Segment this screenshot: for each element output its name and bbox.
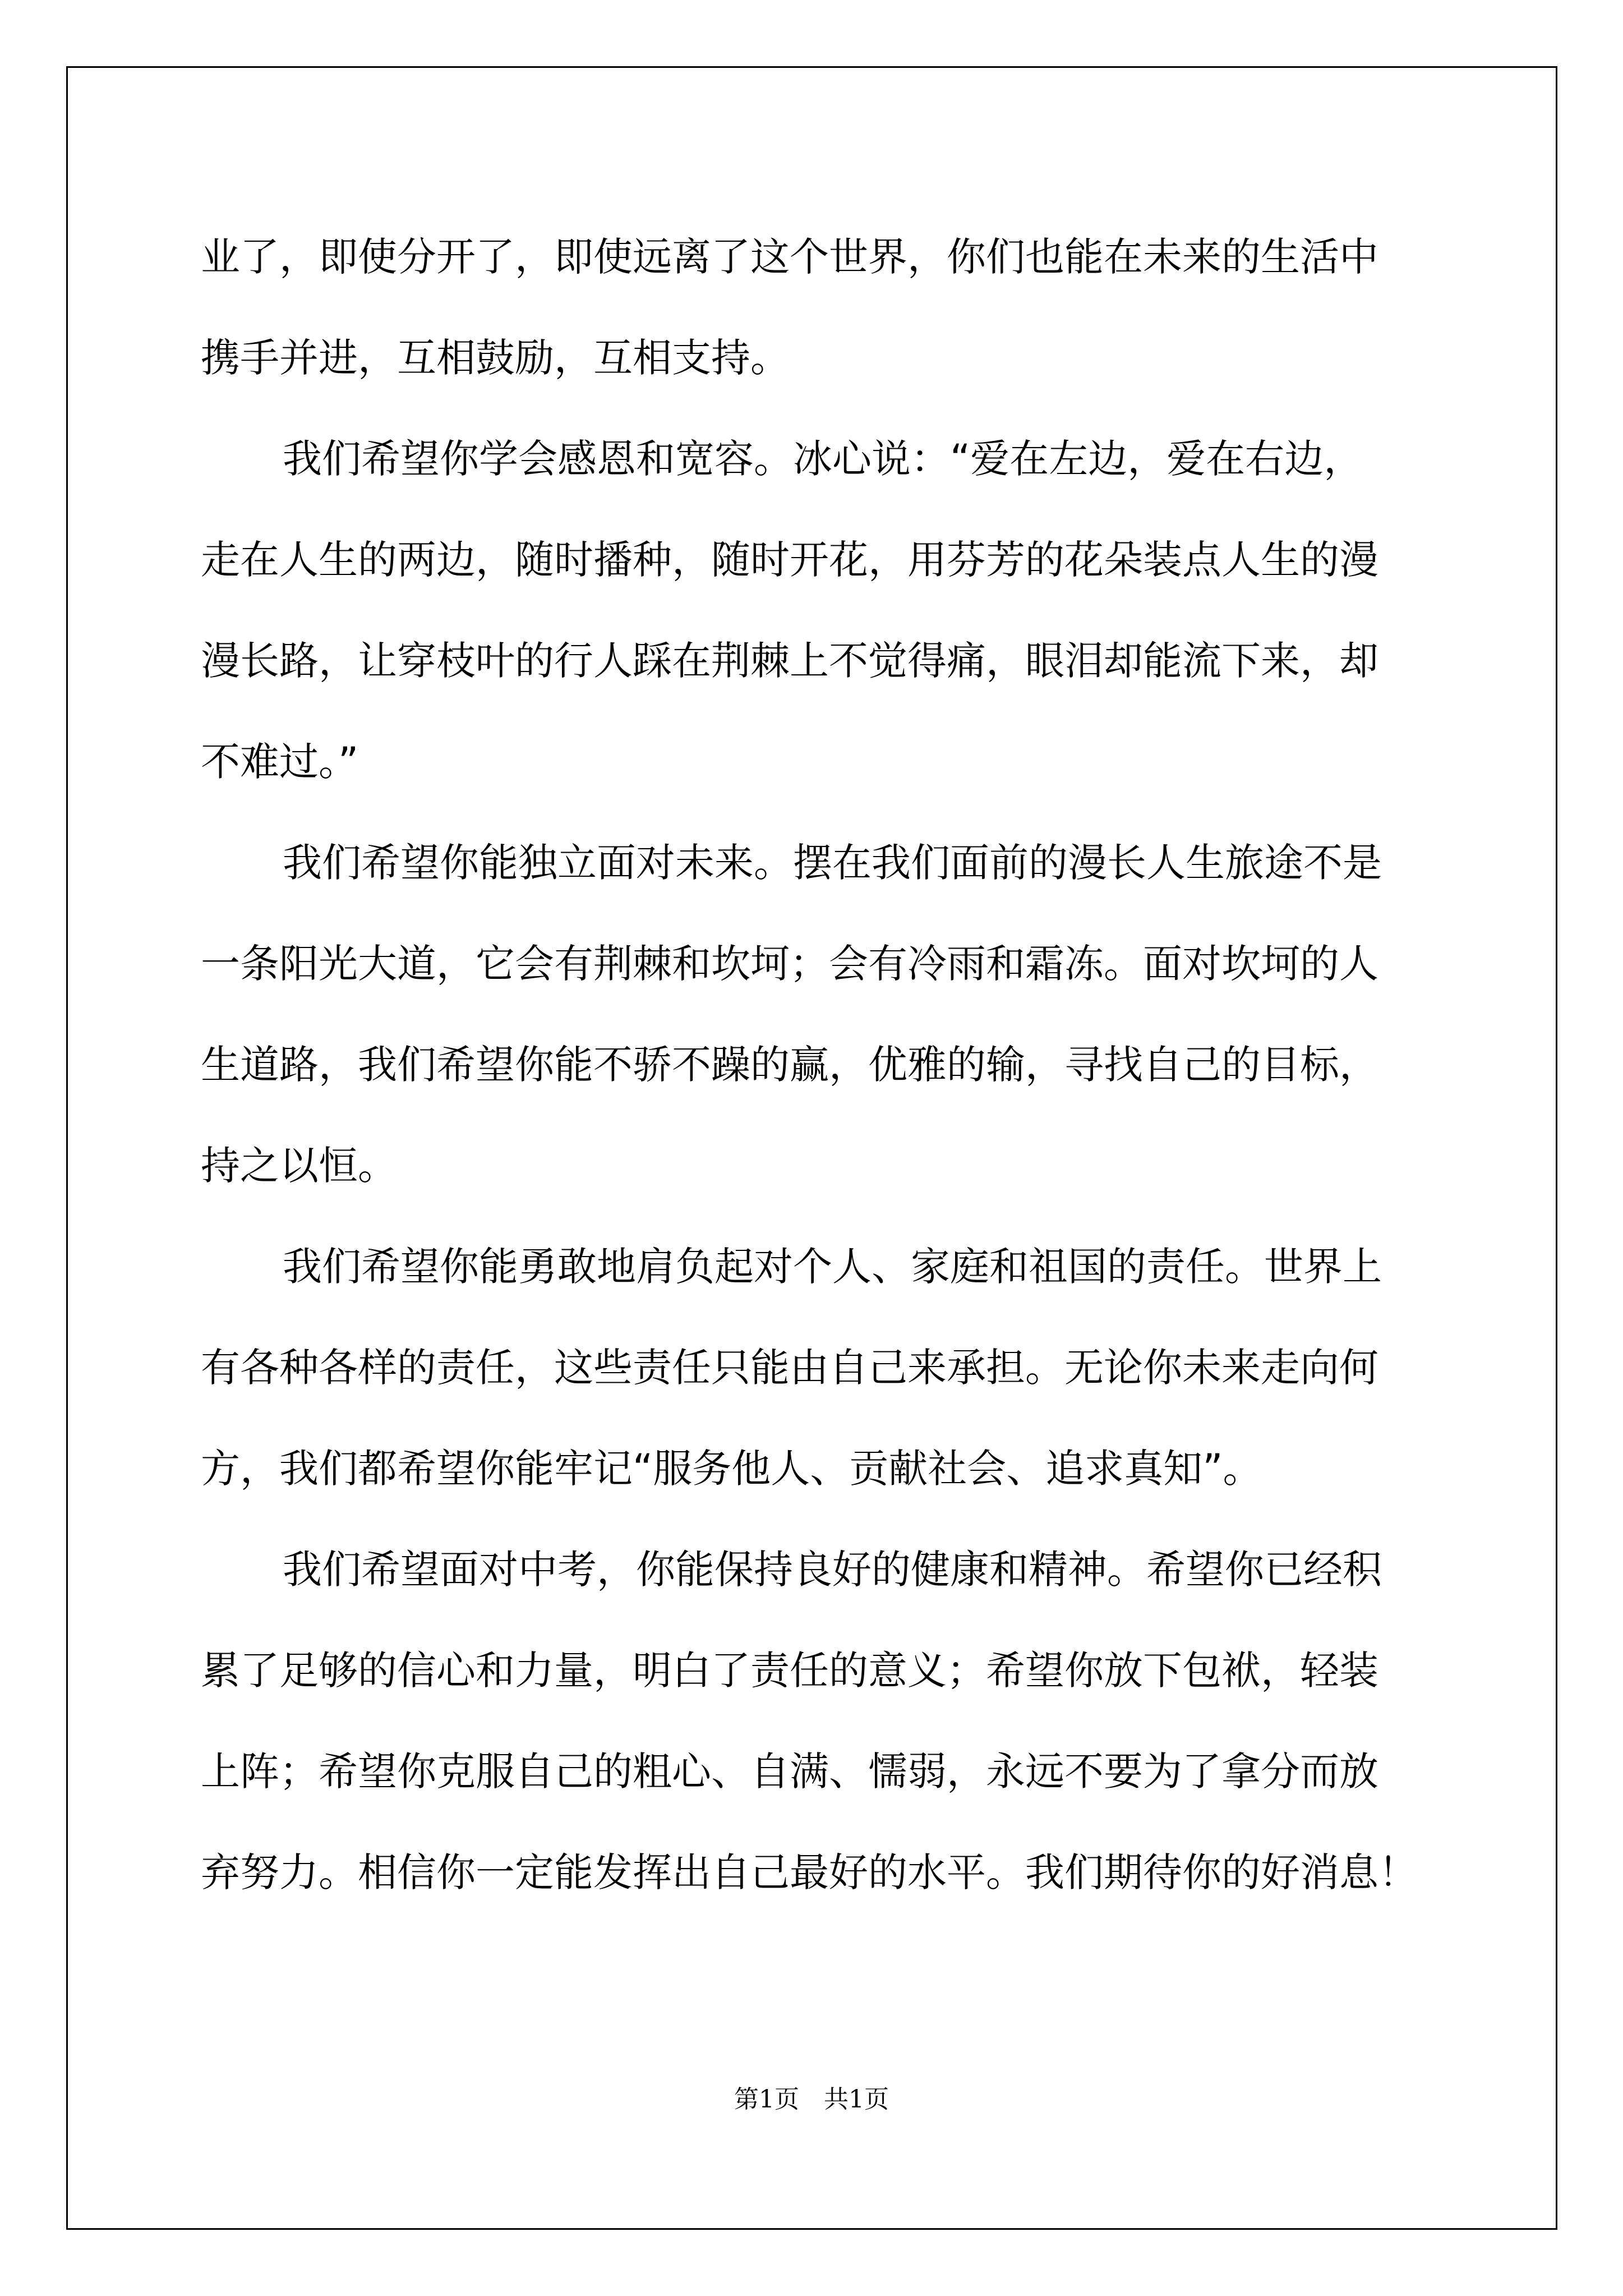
text-line: 持之以恒。 (201, 1143, 397, 1189)
document-body (201, 206, 1424, 1923)
text-line: 方，我们都希望你能牢记“服务他人、贡献社会、追求真知”。 (201, 1446, 1262, 1492)
text-line: 一条阳光大道，它会有荆棘和坎坷；会有冷雨和霜冻。面对坎坷的人 (201, 941, 1378, 987)
text-line: 上阵；希望你克服自己的粗心、自满、懦弱，永远不要为了拿分而放 (201, 1749, 1378, 1795)
text-line: 弃努力。相信你一定能发挥出自己最好的水平。我们期待你的好消息！ (201, 1849, 1418, 1895)
text-line: 不难过。” (201, 739, 359, 785)
text-line: 有各种各样的责任，这些责任只能由自己来承担。无论你未来走向何 (201, 1345, 1378, 1391)
text-line: 累了足够的信心和力量，明白了责任的意义；希望你放下包袱，轻装 (201, 1648, 1378, 1694)
text-line: 走在人生的两边，随时播种，随时开花，用芬芳的花朵装点人生的漫 (201, 537, 1378, 583)
text-line: 漫长路，让穿枝叶的行人踩在荆棘上不觉得痛，眼泪却能流下来，却 (201, 638, 1378, 684)
paragraph-start-line: 我们希望你学会感恩和宽容。冰心说：“爱在左边，爱在右边， (283, 436, 1363, 482)
page-number: 第1页 共1页 (734, 2085, 889, 2114)
paragraph-start-line: 我们希望你能独立面对未来。摆在我们面前的漫长人生旅途不是 (283, 840, 1382, 886)
paragraph-start-line: 我们希望面对中考，你能保持良好的健康和精神。希望你已经积 (283, 1547, 1382, 1593)
text-line: 携手并进，互相鼓励，互相支持。 (201, 335, 790, 381)
text-line: 业了，即使分开了，即使远离了这个世界，你们也能在未来的生活中 (201, 234, 1378, 280)
paragraph-start-line: 我们希望你能勇敢地肩负起对个人、家庭和祖国的责任。世界上 (283, 1244, 1382, 1290)
text-line: 生道路，我们希望你能不骄不躁的赢，优雅的输，寻找自己的目标， (201, 1042, 1378, 1088)
